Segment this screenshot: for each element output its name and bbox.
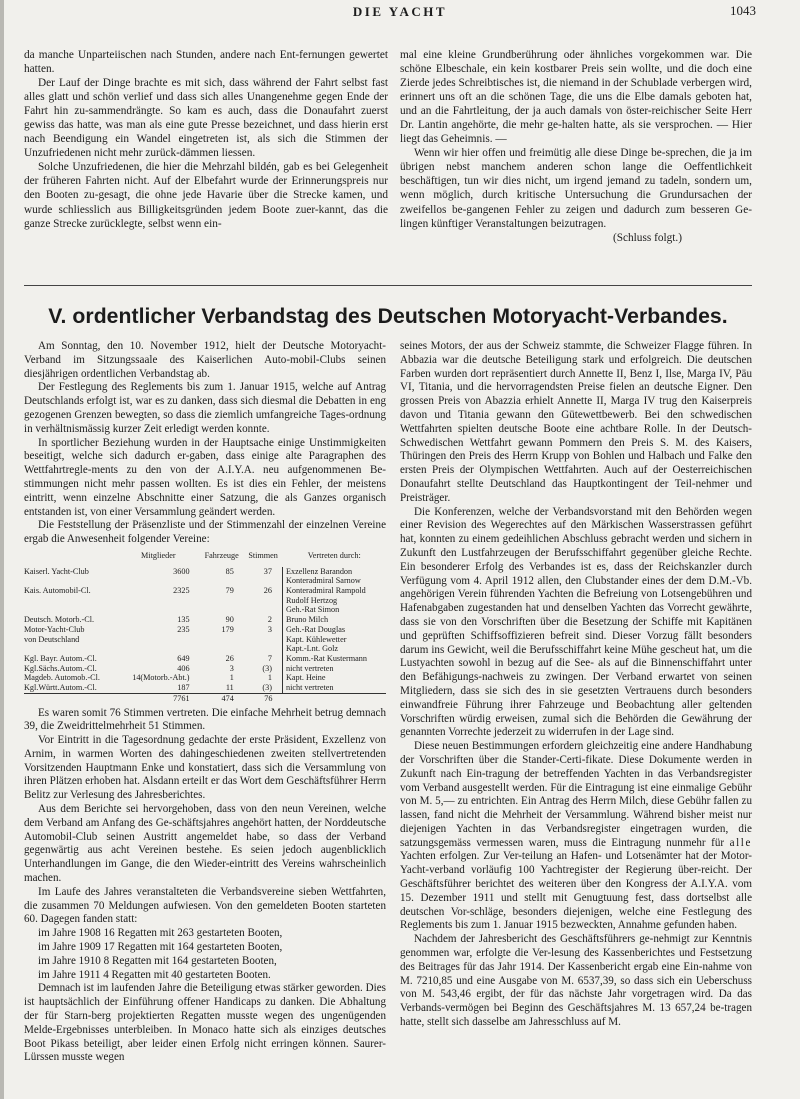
page-number: 1043 bbox=[730, 3, 756, 18]
list-item: im Jahre 1909 17 Regatten mit 164 gestarteten Booten, bbox=[38, 941, 283, 954]
members-cell: 235 bbox=[177, 624, 190, 634]
paragraph: Vor Eintritt in die Tagesordnung gedachte der erste Präsident, Exzellenz von Arnim, in warmen Worten des dahingeschiedenen zweiten stellvertretenden Vorsitzenden Hauptmann Enke und konstatiert, dass sich die Versammlung von ihren Plätzen erhoben hat. Alsdann erteilt er das Wort dem Geschäftsführer Herrn Belitz zur Verlesung des Jahresberichtes. bbox=[24, 734, 386, 802]
table-row bbox=[24, 615, 386, 625]
article-left-column bbox=[24, 340, 386, 1095]
club-name-cell: Kgl. Bayr. Autom.-Cl. bbox=[24, 653, 97, 663]
members-cell: 2325 bbox=[173, 586, 190, 596]
representatives-cell: nicht vertreten bbox=[282, 683, 386, 693]
representatives-cell: Geh.-Rat Douglas Kapt. Kühlewetter Kapt.-Lnt. Golz bbox=[282, 625, 386, 654]
vessels-cell: 79 bbox=[225, 586, 234, 596]
list-item: im Jahre 1911 4 Regatten mit 40 gestarteten Booten. bbox=[38, 968, 271, 981]
members-cell: 187 bbox=[177, 683, 190, 693]
members-cell: 406 bbox=[177, 663, 190, 673]
paragraph: Der Festlegung des Reglements bis zum 1. Januar 1915, welche auf Antrag Deutschlands erfolgt ist, war es zu danken, dass sich diesmal die Debatten in eng gezogenen Grenzen bewegten, so dass die ziemlich umfangreiche Tages-ordnung in verhältnismässig kurzer Zeit erledigt werden konnte. bbox=[24, 381, 386, 435]
total-cell bbox=[282, 693, 386, 703]
paragraph: Am Sonntag, den 10. November 1912, hielt der Deutsche Motoryacht-Verband im Sitzungssaale des Kaiserlichen Auto-mobil-Clubs seinen diesjährigen ordentlichen Verbandstag ab. bbox=[24, 340, 386, 380]
votes-cell: (3) bbox=[262, 683, 272, 693]
total-cell: 474 bbox=[200, 693, 244, 703]
vessels-cell: 85 bbox=[225, 566, 234, 576]
members-cell: 135 bbox=[177, 615, 190, 625]
running-head bbox=[0, 4, 800, 20]
paragraph: da manche Unparteiischen nach Stunden, andere nach Ent-fernungen gewertet hatten. bbox=[24, 49, 388, 76]
members-cell: 649 bbox=[177, 653, 190, 663]
votes-cell: 3 bbox=[267, 624, 272, 634]
paragraph: Es waren somit 76 Stimmen vertreten. Die einfache Mehrheit betrug demnach 39, die Zweidrittelmehrheit 51 Stimmen. bbox=[24, 706, 386, 733]
paragraph: Der Lauf der Dinge brachte es mit sich, dass während der Fahrt selbst fast alles glatt und schön verlief und dass sich alles Unangenehme gegen Ende der Fahrt hin zu-sammendrängte. So kam es auch, dass die Donaufahrt zuerst gewiss das hatte, was man als eine gute Presse bezeichnet, und dass hierin erst nach Beendigung ein Wandel eingetreten ist, als sich die Stimmen der Unzufriedenen nicht mehr zurück-dämmen liessen. bbox=[24, 77, 388, 160]
paragraph: In sportlicher Beziehung wurden in der Hauptsache einige Unstimmigkeiten beseitigt, welche sich dadurch er-gaben, dass einige alte Paragraphen des Wettfahrtregle-ments zu den von der A.I.Y.A. neu aufgenommenen Be-stimmungen nicht mehr passen wollten. Es ist dies ein Fehler, der meistens eintritt, wenn einzelne Abschnitte einer Satzung, die als Ganzes organisch entstanden ist, von einer Versammlung geändert werden. bbox=[24, 436, 386, 518]
paragraph: Die Konferenzen, welche der Verbandsvorstand mit den Behörden wegen einer Revision des Wegerechtes auf den Märkischen Wasserstrassen geführt hat, konnten zu einem gedeihlichen Abschluss gebracht werden und sichern in Zukunft den Lustfahrzeugen der Berufsschiffahrt gegenüber gleiche Rechte. Ein besonderer Erfolg des Verbandes ist es, dass der Reichskanzler durch Verfügung vom 4. April 1912 allen, den Clubstander eines der dem D.M.-Vb. angehörigen Verein führenden Yachten die Befreiung von Lotsengebühren und Hafenabgaben zugestanden hat und denselben Yachten das Vorrecht gewährte, dass sie von den Vorschriften über die Besetzung der Schiffe mit Kapitänen und geprüften Schiffsoffizieren befreit sind. Dieser Vorzug fällt besonders darum ins Gewicht, weil die Berufsschiffahrt keine Mühe gescheut hat, um die Lustyachten sowohl in bezug auf die See- als auf die Binnenschiffahrt unter den Befähigungs-nachweis zu zwingen. Der Verband erwartet von seinen Mitgliedern, dass sie sich des in sie gesetzten Vertrauens durch besonders einwandfreie Führung ihrer Fahrzeuge und Beobachtung aller geltenden Vorschriften würdig erweisen, zumal sich die Behörden die Gewährung der genannten Vorrechte jederzeit zu widerrufen in der Lage sind. bbox=[400, 505, 752, 739]
club-name-cell: Motor-Yacht-Club von Deutschland bbox=[24, 624, 85, 644]
club-name-cell: Kais. Automobil-Cl. bbox=[24, 586, 91, 596]
table-row bbox=[24, 567, 386, 586]
vessels-cell: 11 bbox=[225, 683, 234, 693]
representatives-cell: Konteradmiral Rampold Rudolf Hertzog Geh.-Rat Simon bbox=[282, 586, 386, 615]
table-row bbox=[24, 625, 386, 654]
paragraph-text: Yachten erfolgen. Zur Ver-teilung an Hafen- und Lotsenämter hat der Motor-Yacht-verband vorläufig 100 Yachtregister der Regierung über-reicht. Der Geschäftsführer berichtet des weiteren über den Kongress der A.I.Y.A. vom 15. Dezember 1911 und stellt mit Genugtuung fest, dass dortselbst alle deutschen Vor-schläge, besonders diejenigen, welche eine Festlegung des Reglements bis zum 1. Januar 1915 bezweckten, Annahme gefunden haben. bbox=[400, 850, 752, 932]
article-continuation-left-column bbox=[24, 48, 388, 278]
list-item: im Jahre 1908 16 Regatten mit 263 gestarteten Booten, bbox=[38, 927, 283, 940]
paragraph: seines Motors, der aus der Schweiz stammte, die Schweizer Flagge führen. In Abbazia war die deutsche Beteiligung stark und erfolgreich. Die deutschen Farben wurden dort repräsentiert durch Annette II, Benz I, Ilse, Marga IV, Päu VI, Titania, und die hervorragendsten Preise fielen an deutsche Eigner. Den grossen Preis von Abazzia erhielt Annette II, Marga IV trug den Kaiserpreis davon und Titania gewann den Gütewettbewerb. Bei den schwedischen Wettfahrten spielten deutsche Boote eine achtbare Rolle. In der Deutsch-Schwedischen Wettfahrt gewann Pommern den Preis S. M. des Kaisers, Thüringen den Preis des Herrn Krupp von Bohlen und Halbach und Falke den ersten Preis der Olympischen Wettfahrten. Auch auf der Oesterreichischen Donaufahrt stellte Deutschland das Hauptkontingent der Teil-nehmer und Preisträger. bbox=[400, 340, 752, 504]
representatives-cell: Kapt. Heine bbox=[282, 673, 386, 683]
club-name-cell: Deutsch. Motorb.-Cl. bbox=[24, 615, 95, 625]
votes-cell: 37 bbox=[263, 566, 272, 576]
paragraph-text: Diese neuen Bestimmungen erfordern gleichzeitig eine andere Handhabung der Vorschriften über die Stander-Certi-fikate. Diese Dokumente werden in Zukunft nach Ein-tragung der betreffenden Yachten in das Verbandsregister vom Verband ausgestellt werden. Für die Eintragung ist eine einmalige Gebühr von M. 5,— zu entrichten. Ein Antrag des Herrn Milch, diese Gebühr fallen zu lassen, fand nicht die Mehrheit der Versammlung. Während bisher meist nur diejenigen Yachten in das Verbandsregister eingetragen wurden, die satzungsgemäss vermessen waren, muss die Eintragung nunmehr für bbox=[400, 740, 752, 849]
votes-cell: 7 bbox=[267, 653, 272, 663]
representatives-cell: Bruno Milch bbox=[282, 615, 386, 625]
article-headline: V. ordentlicher Verbandstag des Deutschen Motoryacht-Verbandes. bbox=[48, 305, 728, 328]
vessels-cell: 3 bbox=[229, 663, 234, 673]
journal-title: DIE YACHT bbox=[352, 4, 448, 19]
votes-cell: 2 bbox=[267, 615, 272, 625]
paragraph: Die Feststellung der Präsenzliste und der Stimmenzahl der einzelnen Vereine ergab die Anwesenheit folgender Vereine: bbox=[24, 519, 386, 546]
club-name-cell: Kgl.Sächs.Autom.-Cl. bbox=[24, 663, 97, 673]
vessels-cell: 1 bbox=[229, 673, 234, 683]
representatives-cell: nicht vertreten bbox=[282, 664, 386, 674]
members-cell: 14(Motorb.-Abt.) bbox=[132, 673, 190, 683]
table-header: Fahrzeuge bbox=[204, 550, 239, 560]
table-row bbox=[24, 664, 386, 674]
table-header: Mitglieder bbox=[141, 550, 176, 560]
representatives-cell: Komm.-Rat Kustermann bbox=[282, 654, 386, 664]
table-row bbox=[24, 683, 386, 693]
club-name-cell: Kaiserl. Yacht-Club bbox=[24, 566, 89, 576]
table-header: Stimmen bbox=[248, 550, 278, 560]
table-header bbox=[24, 550, 117, 567]
paragraph: Nachdem der Jahresbericht des Geschäftsführers ge-nehmigt zur Kenntnis genommen war, erfolgte die Ver-lesung des Kassenberichtes und Festsetzung des Beitrages für das Jahr 1914. Der Kassenbericht ergab eine Ein-nahme von M. 7210,85 und eine Ausgabe von M. 6537,39, so dass sich ein Ueberschuss von M. 543,46 ergibt, der für das nächste Jahr vorgetragen wird. Da das Verbands-vermögen bei Beginn des Geschäftsjahres M. 13 657,24 be-tragen hatte, stellt sich dasselbe am Jahresschluss auf M. bbox=[400, 933, 752, 1029]
paragraph: Solche Unzufriedenen, die hier die Mehrzahl bildén, gab es bei Gelegenheit der früheren Fahrten nicht. Auf der Elbefahrt wurde der Erinnerungspreis nur den Booten zu-gesagt, die ohne jede Havarie über die Strecke kamen, und wurde schliesslich aus Billigkeitsgründen jedem Boote zuer-kannt, das die ganze Strecke zurücklegte, selbst wenn ein- bbox=[24, 161, 388, 230]
table-totals-row bbox=[24, 693, 386, 703]
paragraph bbox=[400, 740, 752, 933]
members-cell: 3600 bbox=[173, 566, 190, 576]
vessels-cell: 179 bbox=[221, 624, 234, 634]
total-cell: 76 bbox=[244, 693, 283, 703]
section-divider bbox=[24, 285, 752, 286]
total-cell bbox=[24, 693, 117, 703]
table-header-row bbox=[24, 550, 386, 567]
article-right-column bbox=[400, 340, 752, 1095]
article-continuation-right-column bbox=[400, 48, 752, 278]
paragraph: Aus dem Berichte sei hervorgehoben, dass von den neun Vereinen, welche dem Verband am Anfang des Ge-schäftsjahres angehört hatten, der Norddeutsche Automobil-Club seinen Austritt angemeldet habe, so dass der Verband gegenwärtig aus acht Vereinen bestehe. Es seien jedoch augenblicklich Unterhandlungen im Gange, die den Wieder-eintritt des Vereins wahrscheinlich machen. bbox=[24, 803, 386, 885]
vessels-cell: 26 bbox=[225, 653, 234, 663]
paragraph: Im Laufe des Jahres veranstalteten die Verbandsvereine sieben Wettfahrten, die zusammen 70 Meldungen aufwiesen. Von den gemeldeten Booten starteten 60. Dagegen fanden statt: bbox=[24, 885, 386, 926]
table-header: Vertreten durch: bbox=[307, 550, 361, 560]
club-name-cell: Kgl.Württ.Autom.-Cl. bbox=[24, 683, 97, 693]
emphasis-text: alle bbox=[729, 836, 752, 849]
page-binding-edge bbox=[0, 0, 4, 1099]
table-row bbox=[24, 586, 386, 615]
votes-cell: (3) bbox=[262, 663, 272, 673]
regatta-list bbox=[24, 927, 386, 982]
paragraph: Demnach ist im laufenden Jahre die Beteiligung etwas stärker geworden. Dies ist hauptsächlich der Einführung offener Handicaps zu danken. Die Abhaltung der für Starn-berg projektierten Regatten musste wegen des ungenügenden Melde-Ergebnisses unterbleiben. In Monaco hatte sich als einziges deutsches Boot Pikass beteiligt, aber leider einen Erfolg nicht erringen können. Saurer-Lürssen musste wegen bbox=[24, 982, 386, 1064]
list-item: im Jahre 1910 8 Regatten mit 164 gestarteten Booten, bbox=[38, 954, 277, 967]
table-row bbox=[24, 654, 386, 664]
table-row bbox=[24, 673, 386, 683]
votes-cell: 1 bbox=[267, 673, 272, 683]
votes-cell: 26 bbox=[263, 586, 272, 596]
paragraph: Wenn wir hier offen und freimütig alle diese Dinge be-sprechen, die ja im übrigen nebst manchem anderen schon lange die Oeffentlichkeit beschäftigen, tun wir dies nicht, um irgend jemand zu tadeln, sondern um, wenn möglich, durch kritische Untersuchung die Grundursachen der zweifellos be-gangenen Fehler zu zeigen und dadurch zum besseren Ge-lingen künftiger Veranstaltungen beizutragen. bbox=[400, 147, 752, 230]
representatives-cell: Exzellenz Barandon Konteradmiral Sarnow bbox=[282, 567, 386, 586]
continuation-note: (Schluss folgt.) bbox=[612, 231, 682, 244]
attendance-table bbox=[24, 550, 386, 704]
table-body bbox=[24, 567, 386, 704]
paragraph: mal eine kleine Grundberührung oder ähnliches vorgekommen war. Die schöne Elbeschale, ein kein kostbarer Preis sein wollte, und die doch eine Zierde jedes Schreibtisches ist, die niemand in der Schublade verbergen wird, erinnert uns oft an die schönen Tage, die uns die Elbe damals geboten hat, und an die Fahrtleitung, der ja auch damals von öster-reichischer Seite Herr Dr. Lantin angehörte, die mehr ge-halten hatte, als sie versprochen. — Hier liegt das Geheimnis. — bbox=[400, 49, 752, 146]
vessels-cell: 90 bbox=[225, 615, 234, 625]
total-cell: 7761 bbox=[117, 693, 199, 703]
club-name-cell: Magdeb. Automob.-Cl. bbox=[24, 673, 100, 683]
